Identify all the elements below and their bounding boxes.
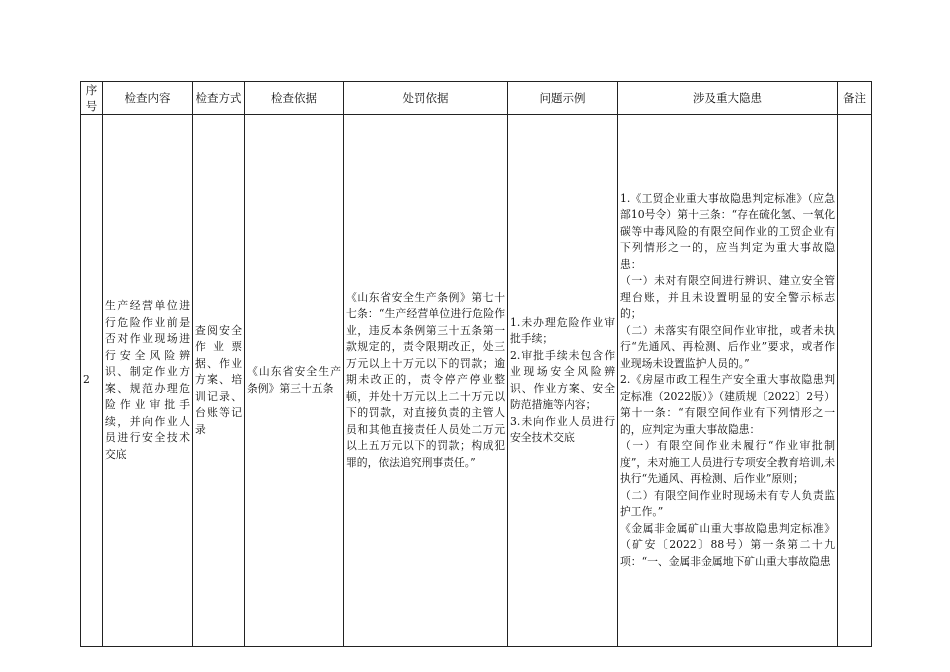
header-number: 序号 — [81, 82, 103, 115]
hazard-paragraph: （一）未对有限空间进行辨识、建立安全管理台账，并且未设置明显的安全警示标志的； — [620, 274, 835, 321]
header-penalty: 处罚依据 — [344, 82, 508, 115]
header-examples: 问题示例 — [508, 82, 618, 115]
hazard-paragraph: 2.《房屋市政工程生产安全重大事故隐患判定标准（2022版）》（建质规〔2022〕2号）第十一条：“有限空间作业有下列情形之一的，应判定为重大事故隐患： — [620, 373, 835, 436]
cell-content: 生产经营单位进行危险作业前是否对作业现场进行安全风险辨识、制定作业方案、规范办理危险作业审批手续，并向作业人员进行安全技术交底 — [103, 115, 193, 647]
inspection-table — [80, 81, 872, 647]
example-item: 2.审批手续未包含作业现场安全风险辨识、作业方案、安全防范措施等内容； — [510, 348, 615, 411]
header-hazards: 涉及重大隐患 — [618, 82, 838, 115]
cell-remark — [838, 115, 872, 647]
hazard-paragraph: 《金属非金属矿山重大事故隐患判定标准》（矿安〔2022〕88号）第一条第二十九项：“一、金属非金属地下矿山重大事故隐患 — [620, 521, 835, 568]
hazard-paragraph: （二）有限空间作业时现场未有专人负责监护工作。” — [620, 488, 835, 519]
hazard-paragraph: （一）有限空间作业未履行“作业审批制度”，未对施工人员进行专项安全教育培训,未执行“先通风、再检测、后作业”原则； — [620, 439, 835, 486]
example-item: 3.未向作业人员进行安全技术交底 — [510, 414, 615, 444]
table-row — [81, 115, 872, 647]
header-basis: 检查依据 — [245, 82, 344, 115]
cell-method: 查阅安全作业票据、作业方案、培训记录、台账等记录 — [193, 115, 245, 647]
hazard-paragraph: （二）未落实有限空间作业审批，或者未执行“先通风、再检测、后作业”要求，或者作业现场未设置监护人员的。” — [620, 323, 835, 370]
cell-basis: 《山东省安全生产条例》第三十五条 — [245, 115, 344, 647]
header-remark: 备注 — [838, 82, 872, 115]
header-method: 检查方式 — [193, 82, 245, 115]
hazard-paragraph: 1.《工贸企业重大事故隐患判定标准》（应急部10号令）第十三条：“存在硫化氢、一氧化碳等中毒风险的有限空间作业的工贸企业有下列情形之一的，应当判定为重大事故隐患： — [620, 191, 835, 271]
cell-hazards — [618, 115, 838, 647]
cell-examples — [508, 115, 618, 647]
example-item: 1.未办理危险作业审批手续； — [510, 315, 615, 345]
cell-number: 2 — [81, 115, 103, 647]
header-row — [81, 82, 872, 115]
header-content: 检查内容 — [103, 82, 193, 115]
cell-penalty: 《山东省安全生产条例》第七十七条：“生产经营单位进行危险作业，违反本条例第三十五条第一款规定的，责令限期改正，处三万元以上十万元以下的罚款；逾期未改正的，责令停产停业整顿，并处十万元以上二十万元以下的罚款，对直接负责的主管人员和其他直接责任人员处二万元以上五万元以下的罚款；构成犯罪的，依法追究刑事责任。” — [344, 115, 508, 647]
